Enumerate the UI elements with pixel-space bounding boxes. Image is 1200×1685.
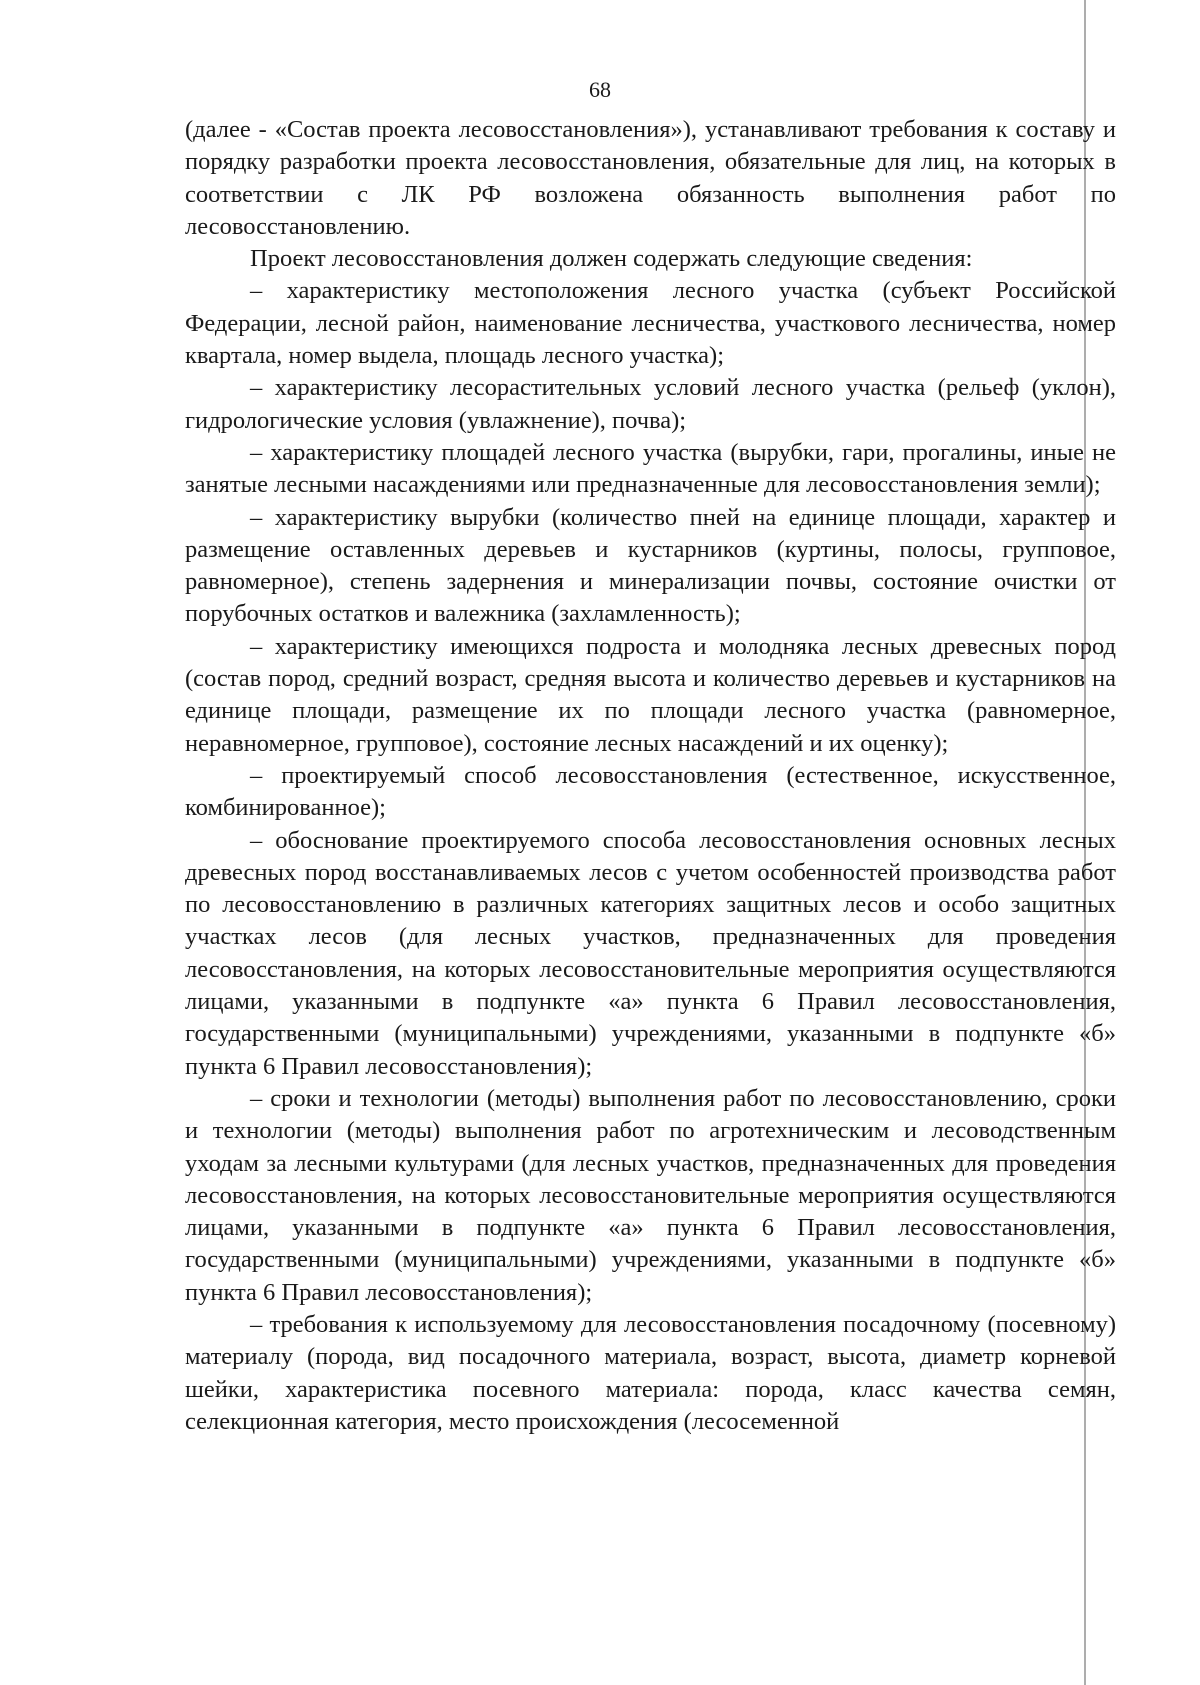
list-item-justification: – обоснование проектируемого способа лесовосстановления основных лесных древесных пород восстанавливаемых лесов с учетом особенностей производства работ по лесовосстановлению в различных категориях защитных лесов и особо защитных участках лесов (для лесных участков, предназначенных для проведения лесовосстановления, на которых лесовосстановительные мероприятия осуществляются лицами, указанными в подпункте «а» пункта 6 Правил лесовосстановления, государственными (муниципальными) учреждениями, указанными в подпункте «б» пункта 6 Правил лесовосстановления); [185, 826, 1116, 1080]
list-item-planting-material: – требования к используемому для лесовосстановления посадочному (посевному) материалу (порода, вид посадочного материала, возраст, высота, диаметр корневой шейки, характеристика посевного материала: порода, класс качества семян, селекционная категория, место происхождения (лесосеменной [185, 1310, 1116, 1435]
list-item-undergrowth: – характеристику имеющихся подроста и молодняка лесных древесных пород (состав пород, средний возраст, средняя высота и количество деревьев и кустарников на единице площади, размещение их по площади лесного участка (равномерное, неравномерное, групповое), состояние лесных насаждений и их оценку); [185, 632, 1116, 757]
list-item-method: – проектируемый способ лесовосстановления (естественное, искусственное, комбинированное); [185, 761, 1116, 822]
paragraph-continuation: (далее - «Состав проекта лесовосстановления»), устанавливают требования к составу и порядку разработки проекта лесовосстановления, обязательные для лиц, на которых в соответствии с ЛК РФ возложена обязанность выполнения работ по лесовосстановлению. [185, 116, 1116, 240]
body-text [185, 114, 1116, 1438]
paragraph-intro: Проект лесовосстановления должен содержать следующие сведения: [250, 245, 973, 273]
list-item-clearcut: – характеристику вырубки (количество пней на единице площади, характер и размещение оставленных деревьев и кустарников (куртины, полосы, групповое, равномерное), степень задернения и минерализации почвы, состояние очистки от порубочных остатков и валежника (захламленность); [185, 503, 1116, 628]
list-item-areas: – характеристику площадей лесного участка (вырубки, гари, прогалины, иные не занятые лесными насаждениями или предназначенные для лесовосстановления земли); [185, 438, 1116, 499]
page-number: 68 [589, 77, 611, 102]
list-item-timing: – сроки и технологии (методы) выполнения работ по лесовосстановлению, сроки и технологии (методы) выполнения работ по агротехническим и лесоводственным уходам за лесными культурами (для лесных участков, предназначенных для проведения лесовосстановления, на которых лесовосстановительные мероприятия осуществляются лицами, указанными в подпункте «а» пункта 6 Правил лесовосстановления, государственными (муниципальными) учреждениями, указанными в подпункте «б» пункта 6 Правил лесовосстановления); [185, 1084, 1116, 1306]
list-item-growing-conditions: – характеристику лесорастительных условий лесного участка (рельеф (уклон), гидрологические условия (увлажнение), почва); [185, 374, 1116, 434]
list-item-location: – характеристику местоположения лесного участка (субъект Российской Федерации, лесной район, наименование лесничества, участкового лесничества, номер квартала, номер выдела, площадь лесного участка); [185, 277, 1116, 370]
